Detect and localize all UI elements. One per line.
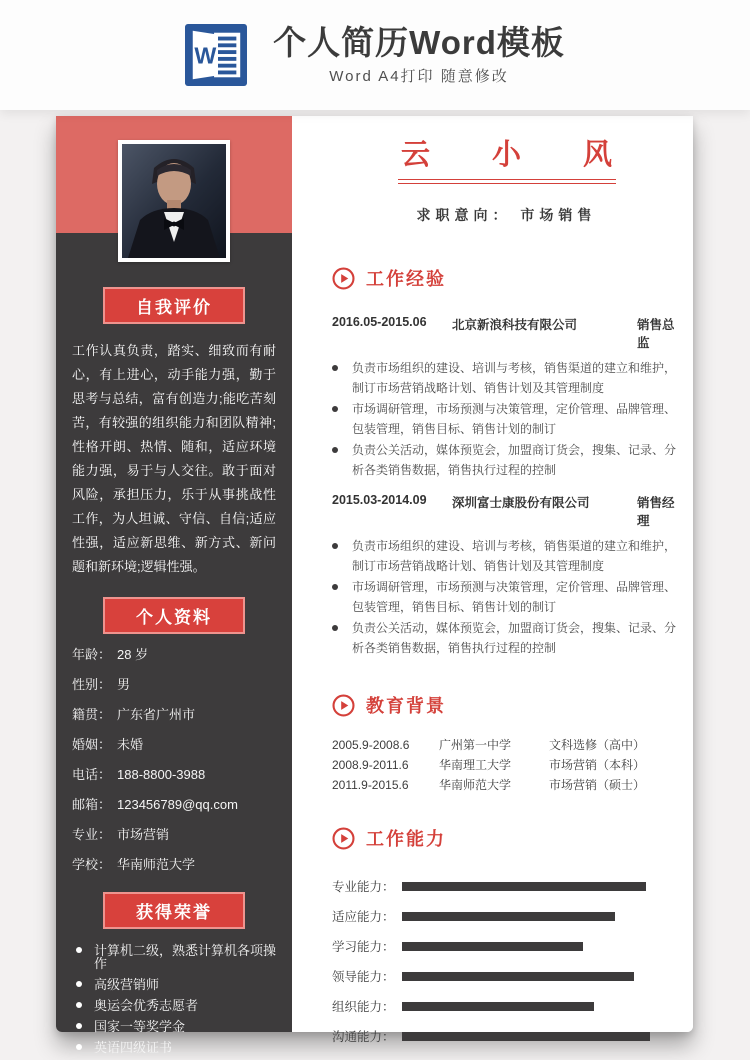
word-logo-icon [185, 24, 247, 86]
self-evaluation-text: 工作认真负责，踏实、细致而有耐心，有上进心，动手能力强，勤于思考与总结，富有创造力;能吃苦刻苦，有较强的组织能力和团队精神;性格开朗、热情、随和，适应环境能力强，易于与人交往。敢于面对风险，承担压力，乐于从事挑战性工作，为人坦诚、守信、自信;适应性强，适应新思维、新方式、新问题和新环境;逻辑性强。 [72, 343, 276, 574]
education-period: 2011.9-2015.6 [332, 778, 409, 792]
education-major: 市场营销（本科） [549, 758, 646, 772]
personal-info-row [72, 798, 276, 812]
honors-heading-button[interactable] [103, 892, 245, 929]
job-company: 北京新浪科技有限公司 [452, 318, 578, 332]
job-bullet-text: 负责公关活动，媒体预览会，加盟商订货会，搜集、记录、分析各类销售数据，销售执行过程的控制 [352, 621, 677, 655]
svg-text:W: W [194, 42, 217, 69]
resume-page [56, 116, 693, 1055]
job-bullet [332, 358, 681, 398]
bullet-dot-icon [76, 1023, 82, 1029]
honor-text: 国家一等奖学金 [94, 1019, 186, 1034]
skill-label: 学习能力： [332, 940, 395, 954]
job-role: 销售总监 [637, 318, 675, 350]
field-value: 市场营销 [117, 827, 170, 842]
skill-bar [402, 942, 583, 951]
section-header-experience [332, 265, 681, 291]
honor-item [76, 978, 278, 991]
job-header-row [332, 493, 681, 529]
personal-info-row [72, 768, 276, 782]
education-major: 文科选修（高中） [549, 738, 646, 752]
honor-item [76, 944, 278, 970]
candidate-name: 云 小 风 [400, 139, 627, 171]
field-label: 年龄： [72, 647, 112, 662]
skill-bar [402, 912, 615, 921]
bullet-dot-icon [332, 625, 338, 631]
self-evaluation-title: 自我评价 [136, 298, 212, 317]
jobs-list [332, 315, 681, 658]
honors-title: 获得荣誉 [136, 903, 212, 922]
job-bullet-text: 市场调研管理，市场预测与决策管理，定价管理、品牌管理、包装管理，销售目标、销售计划的制订 [352, 580, 677, 614]
job-bullet-text: 负责公关活动，媒体预览会，加盟商订货会，搜集、记录、分析各类销售数据，销售执行过程的控制 [352, 443, 677, 477]
personal-info-row [72, 858, 276, 872]
job-company: 深圳富士康股份有限公司 [452, 496, 590, 510]
job-role: 销售经理 [637, 496, 675, 528]
skill-label: 组织能力： [332, 1000, 395, 1014]
personal-info-heading-button[interactable] [103, 597, 245, 634]
name-double-underline [398, 179, 616, 184]
skill-row [332, 931, 681, 961]
field-label: 邮箱： [72, 797, 112, 812]
personal-info-row [72, 708, 276, 722]
field-label: 专业： [72, 827, 112, 842]
bullet-dot-icon [332, 543, 338, 549]
bullet-dot-icon [76, 1002, 82, 1008]
field-label: 电话： [72, 767, 112, 782]
skill-row [332, 991, 681, 1021]
job-entry [332, 493, 681, 658]
skill-bar [402, 882, 646, 891]
education-row [332, 735, 681, 755]
field-label: 性别： [72, 677, 112, 692]
education-major: 市场营销（硕士） [549, 778, 646, 792]
job-bullet-list [332, 358, 681, 480]
honor-item [76, 1041, 278, 1054]
personal-info-title: 个人资料 [136, 608, 212, 627]
honor-text: 奥运会优秀志愿者 [94, 998, 199, 1013]
personal-info-row [72, 678, 276, 692]
job-bullet-list [332, 536, 681, 658]
banner-title: 个人简历Word模板 [273, 24, 565, 61]
education-period: 2005.9-2008.6 [332, 738, 410, 752]
profile-photo [118, 140, 230, 262]
personal-info-row [72, 648, 276, 662]
skill-row [332, 871, 681, 901]
education-school: 华南理工大学 [439, 758, 512, 772]
education-row [332, 755, 681, 775]
bullet-dot-icon [76, 1044, 82, 1050]
bullet-dot-icon [332, 584, 338, 590]
honor-item [76, 1020, 278, 1033]
field-label: 学校： [72, 857, 112, 872]
honors-list [56, 944, 292, 1054]
skill-row [332, 901, 681, 931]
section-header-skills [332, 825, 681, 851]
resume-main [292, 116, 693, 1044]
honor-item [76, 999, 278, 1012]
job-objective: 求职意向： 市场销售 [416, 207, 597, 223]
bullet-dot-icon [332, 365, 338, 371]
education-table [332, 735, 681, 795]
job-bullet-text: 负责市场组织的建设、培训与考核，销售渠道的建立和维护，制订市场营销战略计划、销售计划及其管理制度 [352, 361, 677, 395]
education-period: 2008.9-2011.6 [332, 758, 409, 772]
job-header-row [332, 315, 681, 351]
education-title: 教育背景 [366, 696, 446, 716]
bullet-dot-icon [332, 447, 338, 453]
bullet-dot-icon [76, 981, 82, 987]
skill-row [332, 961, 681, 991]
resume-sidebar [56, 116, 292, 1055]
field-value: 男 [117, 677, 131, 692]
bullet-dot-icon [332, 406, 338, 412]
skill-row [332, 1021, 681, 1051]
field-label: 籍贯： [72, 707, 112, 722]
field-value: 广东省广州市 [117, 707, 196, 722]
personal-info-row [72, 828, 276, 842]
job-period: 2016.05-2015.06 [332, 315, 427, 329]
skill-label: 沟通能力： [332, 1030, 395, 1044]
education-school: 华南师范大学 [439, 778, 512, 792]
section-header-education [332, 692, 681, 718]
education-school: 广州第一中学 [439, 738, 512, 752]
skill-label: 领导能力： [332, 970, 395, 984]
job-bullet-text: 负责市场组织的建设、培训与考核，销售渠道的建立和维护，制订市场营销战略计划、销售计划及其管理制度 [352, 539, 677, 573]
play-circle-icon [332, 827, 355, 850]
job-bullet-text: 市场调研管理，市场预测与决策管理，定价管理、品牌管理、包装管理，销售目标、销售计划的制订 [352, 402, 677, 436]
honor-text: 英语四级证书 [94, 1040, 173, 1055]
self-evaluation-heading-button[interactable] [103, 287, 245, 324]
field-label: 婚姻： [72, 737, 112, 752]
skill-bar [402, 972, 634, 981]
skill-label: 专业能力： [332, 880, 395, 894]
skill-bar [402, 1032, 650, 1041]
job-entry [332, 315, 681, 480]
portrait-photo-icon [122, 144, 226, 258]
honor-text: 计算机二级，熟悉计算机各项操作 [94, 943, 277, 971]
experience-title: 工作经验 [366, 269, 446, 289]
field-value: 28 岁 [117, 647, 149, 662]
skill-label: 适应能力： [332, 910, 395, 924]
job-period: 2015.03-2014.09 [332, 493, 427, 507]
honor-text: 高级营销师 [94, 977, 160, 992]
job-bullet [332, 618, 681, 658]
field-value: 188-8800-3988 [117, 767, 206, 782]
education-row [332, 775, 681, 795]
bullet-dot-icon [76, 947, 82, 953]
personal-info-row [72, 738, 276, 752]
product-banner [0, 0, 750, 110]
skill-bar [402, 1002, 594, 1011]
personal-info-list [56, 648, 292, 872]
job-bullet [332, 577, 681, 617]
field-value: 华南师范大学 [117, 857, 196, 872]
play-circle-icon [332, 694, 355, 717]
job-bullet [332, 399, 681, 439]
skills-list [332, 871, 681, 1051]
banner-subtitle: Word A4打印 随意修改 [329, 68, 509, 85]
job-bullet [332, 440, 681, 480]
skills-title: 工作能力 [366, 829, 446, 849]
field-value: 123456789@qq.com [117, 797, 238, 812]
field-value: 未婚 [117, 737, 144, 752]
play-circle-icon [332, 267, 355, 290]
job-bullet [332, 536, 681, 576]
